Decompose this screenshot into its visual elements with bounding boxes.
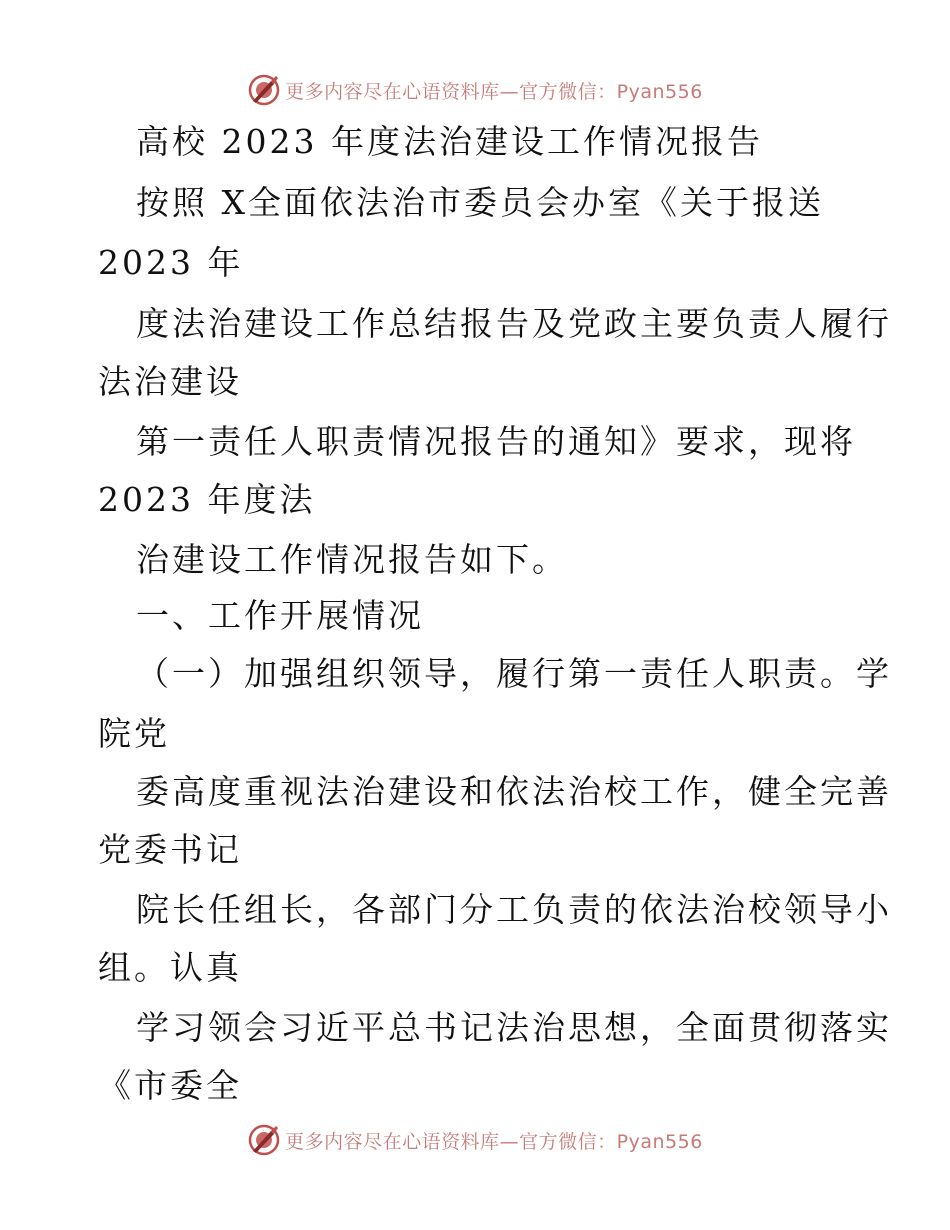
paragraph-line: 2023 年 <box>98 243 244 282</box>
paragraph-line: 治建设工作情况报告如下。 <box>136 540 568 579</box>
paragraph-line: 度法治建设工作总结报告及党政主要负责人履行 <box>136 304 892 343</box>
paragraph-line: 院党 <box>98 714 170 753</box>
watermark-banner-bottom <box>0 1120 950 1160</box>
paragraph-line: 《市委全 <box>98 1066 242 1105</box>
paragraph-line: 法治建设 <box>98 362 242 401</box>
watermark-text: 更多内容尽在心语资料库—官方微信：Pyan556 <box>285 80 703 103</box>
document-title: 高校 2023 年度法治建设工作情况报告 <box>136 122 763 161</box>
paragraph-line: 2023 年度法 <box>98 480 316 519</box>
subsection-heading: （一）加强组织领导，履行第一责任人职责。学 <box>136 654 892 693</box>
section-heading: 一、工作开展情况 <box>136 596 424 635</box>
paragraph-line: 按照 X全面依法治市委员会办室《关于报送 <box>136 183 824 222</box>
paragraph-line: 院长任组长，各部门分工负责的依法治校领导小 <box>136 890 892 929</box>
pen-logo-icon <box>247 73 281 107</box>
watermark-text: 更多内容尽在心语资料库—官方微信：Pyan556 <box>285 1130 703 1153</box>
pen-logo-icon <box>247 1123 281 1157</box>
paragraph-line: 第一责任人职责情况报告的通知》要求，现将 <box>136 422 856 461</box>
watermark-banner-top <box>0 70 950 110</box>
paragraph-line: 委高度重视法治建设和依法治校工作，健全完善 <box>136 772 892 811</box>
paragraph-line: 学习领会习近平总书记法治思想，全面贯彻落实 <box>136 1008 892 1047</box>
paragraph-line: 组。认真 <box>98 948 242 987</box>
paragraph-line: 党委书记 <box>98 830 242 869</box>
